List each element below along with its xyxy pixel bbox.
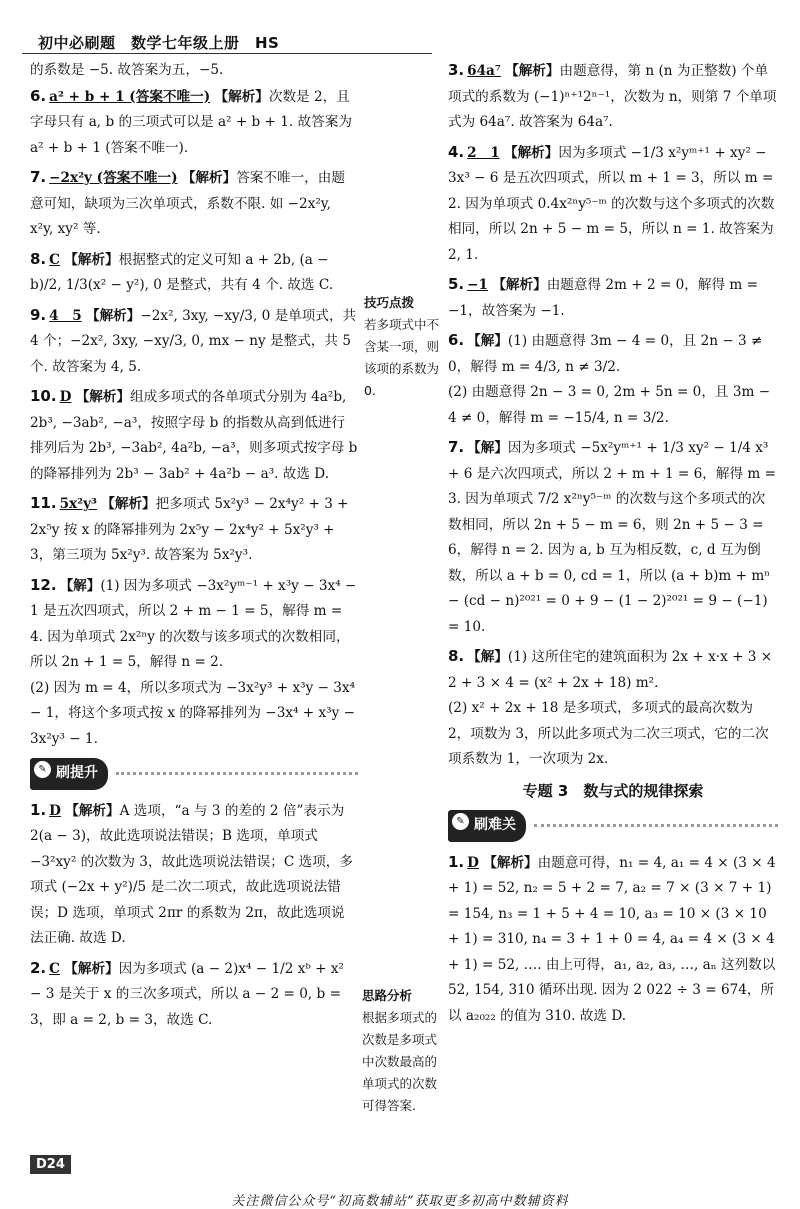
continued-line: 的系数是 −5. 故答案为五，−5.: [30, 62, 224, 78]
item-number: 5.: [448, 275, 465, 293]
item-text: −2x², 3xy, −xy/3, 0 是单项式，共 4 个；−2x², 3xy, −xy/3, 0, mx − ny 是整式，共 5 个. 故答案为 4, 5.: [30, 307, 357, 375]
answer-item-b7: [448, 435, 778, 640]
medal-icon: ✎: [452, 813, 469, 830]
item-text: (1) 这所住宅的建筑面积为 2x + x·x + 3 × 2 + 3 × 4 = (x² + 2x + 18) m².: [448, 649, 773, 691]
answer-item-10: [30, 384, 358, 487]
item-number: 2.: [30, 958, 47, 977]
topic-heading: 专题 3 数与式的规律探索: [522, 781, 704, 800]
page-number: D24: [30, 1155, 71, 1174]
header-divider: [22, 53, 432, 54]
answer-item-b4: [448, 140, 778, 269]
section-badge: [448, 810, 526, 842]
item-number: 1.: [30, 800, 47, 819]
item-tag: 【解】: [467, 440, 508, 456]
item-text: 根据整式的定义可知 a + 2b, (a − b)/2, 1/3(x² − y²), 0 是整式，共有 4 个. 故选 C.: [30, 251, 334, 293]
left-column: [30, 58, 358, 1037]
item-number: 3.: [448, 61, 465, 79]
item-answer: D: [59, 389, 72, 405]
idea-note: [362, 985, 442, 1117]
section-badge-label: 刷提升: [56, 765, 98, 781]
item-answer: 4 5: [49, 307, 82, 324]
item-text: 由题意得 2m + 2 = 0，解得 m = −1，故答案为 −1.: [448, 277, 759, 319]
item-text: 因为多项式 −5x²yᵐ⁺¹ + 1/3 xy² − 1/4 x³ + 6 是六次四项式，所以 2 + m + 1 = 6，解得 m = 3. 因为单项式 7/2 x²ⁿy⁵⁻ᵐ 的次数与这个多项式的次数相同，所以 2n + 5 − m = 6，则 2n + 5 − 3 = 6，解得 n = 2. 因为 a, b 互为相反数，c, d 互为倒数，所以 a + b = 0, cd = 1，所以 (a + b)m + mⁿ − (cd − n)²⁰²¹ = 0 + 9 − (1 − 2)²⁰²¹ = 9 − (−1) = 10.: [448, 440, 776, 635]
item-answer: 2 1: [467, 144, 500, 161]
item-text: 组成多项式的各单项式分别为 4a²b, 2b³, −3ab², −a³，按照字母 b 的指数从高到低进行排列后为 2b³, −3ab², 4a²b, −a³，则多项式按字母 b 的降幂排列为 2b³ − 3ab² + 4a²b − a³. 故选 D.: [30, 389, 358, 482]
item-text: 因为多项式 −1/3 x²yᵐ⁺¹ + xy² − 3x³ − 6 是五次四项式，所以 m + 1 = 3，所以 m = 2. 因为单项式 0.4x²ⁿy⁵⁻ᵐ 的次数与这个多项式的次数相同，所以 2n + 5 − m = 5，所以 n = 1. 故答案为 2, 1.: [448, 144, 775, 263]
item-answer: C: [49, 960, 60, 977]
tip-note: [364, 292, 442, 402]
item-text-part2: (2) x² + 2x + 18 是多项式，多项式的最高次数为 2，项数为 3，所以此多项式为二次三项式，它的二次项系数为 1，一次项为 2x.: [448, 700, 769, 767]
item-number: 7.: [448, 438, 465, 456]
item-tag: 【解析】: [64, 960, 119, 977]
item-answer: 64a⁷: [467, 63, 501, 79]
answer-item-b2: [30, 956, 358, 1034]
item-answer: C: [49, 251, 60, 268]
item-text: (1) 因为多项式 −3x²yᵐ⁻¹ + x³y − 3x⁴ − 1 是五次四项式，所以 2 + m − 1 = 5，解得 m = 4. 因为单项式 2x²ⁿy 的次数与该多项式的次数相同，所以 2n + 1 = 5，解得 n = 2.: [30, 577, 357, 670]
medal-icon: ✎: [34, 761, 51, 778]
item-text: 由题意得，第 n (n 为正整数) 个单项式的系数为 (−1)ⁿ⁺¹2ⁿ⁻¹，次数为 n，则第 7 个单项式为 64a⁷. 故答案为 64a⁷.: [448, 63, 777, 130]
answer-item-8: [30, 247, 358, 299]
item-number: 6.: [30, 86, 47, 105]
item-number: 8.: [30, 249, 47, 268]
item-text: 次数是 2，且字母只有 a, b 的三项式可以是 a² + b + 1. 故答案为 a² + b + 1 (答案不唯一).: [30, 88, 352, 156]
item-tag: 【解析】: [85, 307, 141, 324]
item-text-part2: (2) 因为 m = 4，所以多项式为 −3x²y³ + x³y − 3x⁴ − 1，将这个多项式按 x 的降幂排列为 −3x⁴ + x³y − 3x²y³ − 1.: [30, 679, 356, 747]
section-band-hard: [448, 810, 778, 842]
page-header: 初中必刷题 数学七年级上册 HS: [38, 34, 280, 52]
answer-item-c1: [448, 850, 778, 1030]
tip-note-title: 技巧点拨: [364, 295, 415, 310]
answer-item-6: [30, 84, 358, 162]
section-band-advance: [30, 758, 358, 790]
item-tag: 【解】: [467, 649, 508, 665]
item-number: 8.: [448, 647, 465, 665]
item-number: 7.: [30, 168, 47, 186]
answer-item-b8: [448, 644, 778, 773]
item-number: 10.: [30, 387, 57, 405]
item-text: A 选项，“a 与 3 的差的 2 倍”表示为 2(a − 3)，故此选项说法错误；B 选项，单项式 −3²xy² 的次数为 3，故此选项说法错误；C 选项，多项式 (−2x + y²)/5 是二次二项式，故此选项说法错误；D 选项，单项式 2πr 的系数为 2π，故此选项说法正确. 故选 D.: [30, 802, 353, 946]
item-text: (1) 由题意得 3m − 4 = 0，且 2n − 3 ≠ 0，解得 m = 4/3, n ≠ 3/2.: [448, 333, 763, 375]
section-badge-label: 刷难关: [474, 817, 516, 833]
idea-note-text: 根据多项式的次数是多项式中次数最高的单项式的次数可得答案.: [362, 1010, 438, 1113]
right-column: [448, 58, 778, 1033]
item-tag: 【解析】: [214, 88, 269, 105]
answer-item-b5: [448, 272, 778, 324]
item-answer: D: [467, 854, 479, 871]
item-tag: 【解析】: [101, 496, 156, 512]
item-answer: a² + b + 1 (答案不唯一): [49, 88, 211, 105]
item-number: 12.: [30, 575, 57, 594]
footer-note: 关注微信公众号“初高数辅站”获取更多初高中数辅资料: [231, 1194, 569, 1209]
answer-item-b6: [448, 328, 778, 431]
item-text: 把多项式 5x²y³ − 2x⁴y² + 3 + 2x⁵y 按 x 的降幂排列为 2x⁵y − 2x⁴y² + 5x²y³ + 3，第三项为 5x²y³. 故答案为 5x²y³.: [30, 496, 349, 563]
item-number: 4.: [448, 142, 465, 161]
item-tag: 【解】: [59, 577, 101, 594]
item-text: 由题意可得，n₁ = 4, a₁ = 4 × (3 × 4 + 1) = 52, n₂ = 5 + 2 = 7, a₂ = 7 × (3 × 7 + 1) = 154, n₃ = 1 + 5 + 4 = 10, a₃ = 10 × (3 × 10 + 1) = 310, n₄ = 3 + 1 + 0 = 4, a₄ = 4 × (3 × 4 + 1) = 52, …. 由上可得，a₁, a₂, a₃, …, aₙ 这列数以 52, 154, 310 循环出现. 因为 2 022 ÷ 3 = 674，所以 a₂₀₂₂ 的值为 310. 故选 D.: [448, 854, 776, 1024]
tip-note-text: 若多项式中不含某一项，则该项的系数为0.: [364, 317, 440, 398]
dotted-divider: [534, 824, 778, 827]
item-tag: 【解析】: [65, 802, 120, 819]
dotted-divider: [116, 772, 358, 775]
item-answer: −1: [467, 277, 488, 293]
section-badge: [30, 758, 108, 790]
item-number: 11.: [30, 494, 57, 512]
item-answer: −2x²y (答案不唯一): [49, 170, 178, 186]
answer-item-b1: [30, 798, 358, 952]
answer-item-12: [30, 573, 358, 753]
item-tag: 【解析】: [503, 144, 559, 161]
item-tag: 【解析】: [64, 251, 119, 268]
item-tag: 【解析】: [75, 389, 131, 405]
answer-item-b3: [448, 58, 778, 136]
item-answer: 5x²y³: [59, 496, 97, 512]
item-tag: 【解析】: [181, 170, 237, 186]
item-number: 6.: [448, 331, 465, 349]
item-text: 因为多项式 (a − 2)x⁴ − 1/2 xᵇ + x² − 3 是关于 x 的三次多项式，所以 a − 2 = 0, b = 3，即 a = 2, b = 3，故选 C.: [30, 960, 344, 1028]
item-tag: 【解析】: [483, 854, 538, 871]
item-answer: D: [49, 802, 61, 819]
item-tag: 【解】: [467, 333, 508, 349]
item-number: 9.: [30, 305, 47, 324]
answer-item-11: [30, 491, 358, 569]
item-text: 答案不唯一，由题意可知，缺项为三次单项式，系数不限. 如 −2x²y, x²y, xy² 等.: [30, 170, 345, 237]
answer-item-7: [30, 165, 358, 243]
answer-item-9: [30, 303, 358, 381]
item-number: 1.: [448, 852, 465, 871]
item-tag: 【解析】: [492, 277, 547, 293]
item-text-part2: (2) 由题意得 2n − 3 = 0, 2m + 5n = 0，且 3m − 4 ≠ 0，解得 m = −15/4, n = 3/2.: [448, 384, 771, 426]
idea-note-title: 思路分析: [362, 988, 413, 1003]
item-tag: 【解析】: [505, 63, 560, 79]
